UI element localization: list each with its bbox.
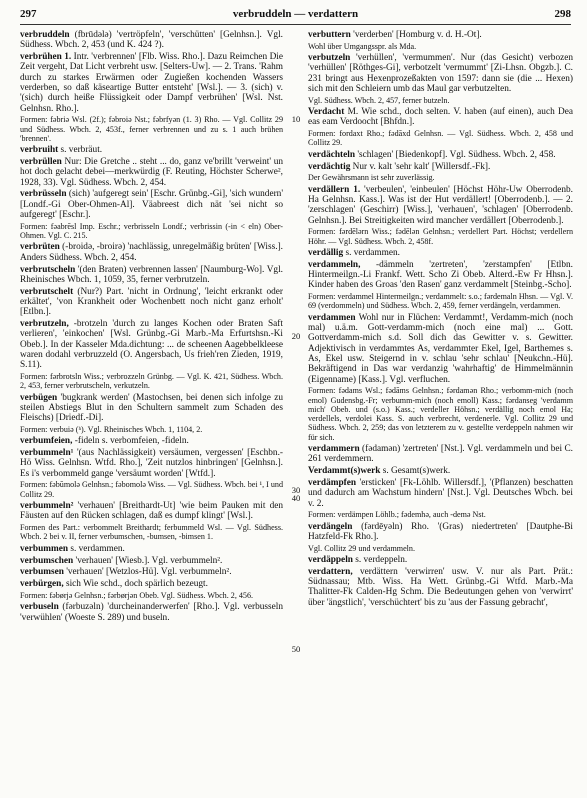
entry-text: sich Wie schd., doch spärlich bezeugt. (63, 579, 208, 590)
entry-note: Formen: fədams Wsl.; fədāms Gelnhsn.; fərdamən Rho.; verbomm-mich (noch emol) Gudensbg.-Fr; verbumm-mich (noch emoll) Kass.; fərdanseg 'verdamm mich' Obeb. und (s.o.) Kass.; verdeller Höhsn.; verdällig noch emol Ha; verdellels, verdolei Kass. S. auch verbrecht, verdenerle. Vgl. Collitz 29 und Südhess. Wbch. 2, 259; das von letzterem zu v. gestellte verdeppeln nahmen wir für sich. (308, 386, 573, 442)
entry-text: (sich) 'aufgeregt sein' [Eschr. Grünbg.-Gi], 'sich wundern' [Londf.-Gi Ober-Ohmen-Al]. Väabreest dich nät 'sei nicht so aufgeregt' [Eschr.]. (20, 189, 283, 221)
entry-note: Formen: fərbrotsln Wiss.; verbrozzeln Grünbg. — Vgl. K. 421, Südhess. Wbch. 2, 453, ferner verbrutscheln, verkutzeln. (20, 372, 283, 391)
headword: verbumschen (20, 555, 74, 566)
entry-text: s. verdeppeln. (352, 555, 408, 566)
entry-text: Nur: Die Gretche .. steht ... do, ganz ve'brillt 'verweint' un hot doch gelacht debei—merkwürdig (F. Reuting, Höchster Scherwe², 1928, 33). Vgl. Südhess. Wbch. 2, 454. (20, 157, 283, 188)
dictionary-entry (308, 466, 573, 476)
dictionary-entry (308, 478, 573, 509)
entry-text: 'verhauen' [Wiesb.]. Vgl. verbummeln². (73, 555, 223, 566)
headword: verbrüllen (20, 157, 62, 168)
headword: Verdacht (308, 107, 345, 118)
headword: verdattern, (308, 566, 353, 577)
entry-text: (fədamən) 'zertreten' [Nst.]. Vgl. verdammeln und bei C. 261 verdemmern. (308, 444, 573, 465)
headword: verbrühen 1. (20, 52, 72, 63)
headword: verbrüsseln (20, 189, 67, 200)
headword: verdäppeln (308, 555, 353, 566)
line-number: 40 (291, 493, 301, 503)
entry-text: 'ersticken' [Fk-Löhlb. Willersdf.], '(Pflanzen) beschatten und dadurch am Wachstum hindern' [Nst.]. Vgl. Deutsches Wbch. bei v. 2. (308, 477, 573, 509)
line-numbers (286, 30, 306, 792)
entry-note: Vgl. Südhess. Wbch. 2, 457, ferner butzeln. (308, 95, 450, 105)
dictionary-entry (20, 189, 283, 220)
dictionary-entry (20, 52, 283, 114)
entry-text: 'verbeulen', 'einbeulen' [Höchst Höhr-Uw Oberrodenb. Ha Gelnhsn. Kass.]. Was ist der Hut verdällert! [Oberrodenb.]. — 2. 'zerschlagen' (Geschirr) [Wiss.], 'verhauen', 'schlagen' [Oberrodenb. Gelnhsn.]. Bei Streitigkeiten wird mancher verdällert [Oberrodenb.]. (308, 184, 573, 226)
dictionary-entry (308, 53, 573, 94)
entry-text: -fideln s. verbomfeien, -fideln. (72, 436, 189, 447)
dictionary-entry (20, 242, 283, 263)
entry-note: Formen: fəbriə Wsl. (2f.); fəbroiə Nst.; fəbrfyən (1. 3) Rho. — Vgl. Collitz 29 und Südhess. Wbch. 2, 453f., ferner verbrennen und zu s. 1 auch brühen 'brennen'. (20, 115, 283, 143)
dictionary-entry (20, 436, 283, 446)
dictionary-entry (20, 319, 283, 370)
entry-text: (fbrūdələ) 'vertröpfeln', 'verschütten' [Gelnhsn.]. Vgl. Südhess. Wbch. 2, 453 (und K. 424 ?). (20, 30, 283, 51)
entry-text: s. verdammen. (343, 247, 400, 258)
line-number: 50 (291, 644, 301, 654)
entry-text: (fərdēyəln) Rho. '(Gras) niedertreten' [Dautphe-Bi Hatzfeld-Fk Rho.]. (308, 521, 573, 542)
entry-text: 'schlagen' [Biedenkopf]. Vgl. Südhess. Wbch. 2, 458. (355, 149, 556, 160)
headword: verdängeln (308, 521, 353, 532)
headword: verbrutschelt (20, 286, 74, 297)
entry-note: Formen: fordaxt Rho.; fədāxd Gelnhsn. — Vgl. Südhess. Wbch. 2, 458 und Collitz 29. (308, 129, 573, 148)
entry-text: s. Gesamt(s)werk. (380, 466, 451, 477)
page-header (20, 8, 571, 22)
page-number-left: 297 (20, 8, 37, 20)
entry-text: (fərbuzəln) 'durcheinanderwerfen' [Rho.]. Vgl. verbusseln 'verwühlen' (Woeste S. 289) und buseln. (20, 602, 283, 623)
headword: verdammeln, (308, 259, 361, 270)
entry-note: Formen: verdammel Hintermeilgn.; verdammelt: s.o.; fərdemaln Hhsn. — Vgl. V. 69 (verdommeln) und Südhess. Wbch. 2, 459, ferner verdängeln, verdammen. (308, 292, 573, 311)
entry-text: Intr. 'verbrennen' [Flb. Wiss. Rho.]. Dazu Reimchen Die Zeit vergeht, Dat Licht verbreht usw. [Selters-Uw]. — 2. Trans. 'Rahm durch zu starkes Erwärmen oder Zugießen kochenden Wassers verderben, so daß käseartige Butter entsteht' [Wsl.]. — 3. (sich) v. '(sich) durch heiße Flüssigkeit oder Dampf verbrühen' [Wsl. Nst. Gelnhsn. Rho.]. (20, 52, 283, 114)
entry-text: M. Wie schd., doch selten. V. haben (auf einen), auch Dea eas eam Verdoocht [Bhfdn.]. (308, 107, 573, 128)
headword: verbrutzeln, (20, 319, 69, 330)
headword: verdämpfen (308, 477, 357, 488)
entry-text: 'verhauen' [Breithardt-Ut] 'wie beim Pauken mit den Fäusten auf den Rücken schlagen, daß es dumpf klingt' [Wsl.]. (20, 501, 283, 522)
entry-note: Formen: fəbūmolə Gelnhsn.; fəbomolə Wiss. — Vgl. Südhess. Wbch. bei ¹, I und Collitz 29. (20, 480, 283, 499)
line-number: 10 (291, 114, 301, 124)
headword: verbummeln² (20, 501, 74, 512)
entry-text: verdättern 'verwirren' usw. V. nur als Part. Prät.: Südnassau; Mtb. Wiss. Ha Wett. Grünbg.-Gi Wtfd. Marb.-Ma Thalitter-Fk Calden-Hg Schm. Die Bedeutungen gehen von 'verwirrt' über 'ängstlich', 'verschüchtert' bis zu 'aus der Fassung gebracht', (308, 566, 573, 608)
line-number: 20 (291, 331, 301, 341)
dictionary-entry (308, 260, 573, 291)
dictionary-entry (308, 30, 573, 40)
entry-note: Formen: verbuiə (ʰ). Vgl. Rheinisches Wbch. 1, 1104, 2. (20, 424, 203, 434)
dictionary-entry (308, 522, 573, 543)
dictionary-entry (308, 162, 573, 172)
entry-text: Nur v. kalt 'sehr kalt' [Willersdf.-Fk]. (350, 161, 491, 172)
headword: verbumsen (20, 567, 64, 578)
entry-note: Formen: fəabrēsl Imp. Eschr.; verbrisseln Londf.; verbrissin (-in < eln) Ober-Ohmen. Vgl. C. 215. (20, 221, 283, 241)
dictionary-entry (20, 556, 283, 566)
headword: verbrutscheln (20, 264, 76, 275)
dictionary-entry (20, 30, 283, 51)
dictionary-entry (308, 150, 573, 160)
dictionary-entry (20, 145, 283, 155)
entry-text: 'bugkrank werden' (Mastochsen, bei denen sich infolge zu steilen Abstiegs Blut in den Schultern sammelt zum Schaden des Fleischs) [Driedf.-Di]. (20, 392, 283, 424)
dictionary-entry (20, 393, 283, 424)
headword: verbutzeln (308, 53, 351, 64)
entry-text: 'verhüllen', 'vermummen'. Nur (das Gesicht) verbozen 'verhüllen' [Röthges-Gi], verbotzelt 'vermummt' [Zi-Lhsn. Obgzb.]. C. 231 bringt aus Hexenprozeßakten von 1597: dann sie (die ... Hexen) sich mit den Schleiern umb das Maul gar verbutzelten. (308, 53, 573, 94)
dictionary-entry (308, 313, 573, 385)
dictionary-entry (20, 567, 283, 577)
entry-text: Wohl nur in Flüchen: Verdammt!, Verdamm-mich (noch mal) u.ä.m. Gott-verdamm-mich (noch eine mal) ... Gott. Gottverdamm-mich s.d. Soll dich das Gewitter v. s. Gewitter. Adjektivisch in verdammtes As, verdammter Ekel, Igel, Barthemes s. As, Ekel usw. Steigernd in v. schlau 'sehr schlau' [Neukchn.-Hü]. Bekräftigend in Das war verdanzig 'wahrhaftig' de Himmelmännin (Eigenname) [Kass.]. Vgl. verfluchen. (308, 312, 573, 385)
headword: verbürgen, (20, 579, 64, 590)
entry-text: -dämmeln 'zertreten', 'zerstampfen' [Etlbn. Hintermeilgn.-Li Frankf. Wett. Scho Zi Obeb. Alterd.-Ew Fr Hhsn.]. Kinder haben des Groas 'den Rasen' ganz verdammelt [Steinbg.-Scho]. (308, 259, 573, 291)
running-title: verbruddeln — verdattern (232, 8, 359, 20)
headword: verdächtig (308, 161, 351, 172)
entry-note: Formen: fərdēlərn Wiss.; fədēlən Gelnhsn.; verdellert Part. Höchst; verdellern Höhr. — Vgl. Südhess. Wbch. 2, 458f. (308, 227, 573, 246)
entry-text: '(den Braten) verbrennen lassen' [Naumburg-Wo]. Vgl. Rheinisches Wbch. 1, 1059, 35, ferner verbrutzeln. (20, 264, 283, 285)
dictionary-entry (308, 107, 573, 128)
entry-text: s. verbräut. (58, 145, 103, 156)
right-column (308, 30, 573, 792)
dictionary-entry (20, 501, 283, 522)
dictionary-entry (20, 579, 283, 589)
headword: Verdammt(s)werk (308, 466, 381, 477)
dictionary-entry (20, 265, 283, 286)
headword: verbumfeien, (20, 436, 73, 447)
entry-note: Formen des Part.: verbommelt Breithardt; ferbummeld Wsl. — Vgl. Südhess. Wbch. 2 bei v. II, ferner verbumschen, -bumsen, -bimsen 1. (20, 523, 283, 542)
headword: verbrüten (20, 242, 60, 253)
entry-text: '(aus Nachlässigkeit) versäumen, vergessen' [Eschbn.-Hö Wiss. Gelnhsn. Wtfd. Rho.], 'Zeit nutzlos hinbringen' [Gelnhsn.]. Es i's verbommeld gange 'versäumt worden' [Wtfd.]. (20, 448, 283, 479)
left-column (20, 30, 283, 792)
line-number: 30 (291, 485, 301, 495)
headword: verbuttern (308, 30, 351, 40)
headword: verdammen (308, 312, 356, 323)
headword: verbruiht (20, 145, 59, 156)
entry-note: Vgl. Collitz 29 und verdammeln. (308, 543, 416, 553)
dictionary-entry (308, 555, 573, 565)
entry-text: (Nur?) Part. 'nicht in Ordnung', 'leicht erkrankt oder erkältet', 'von Krankheit oder Wochenbett noch nicht ganz erholt' [Etlbn.]. (20, 286, 283, 318)
dictionary-entry (308, 567, 573, 608)
headword: verbummeln¹ (20, 448, 74, 459)
headword: verbügen (20, 392, 58, 403)
headword: verbruddeln (20, 30, 70, 40)
page-number-right: 298 (554, 8, 571, 20)
entry-text: -brotzeln 'durch zu langes Kochen oder Braten Saft verlieren', 'einkochen' [Wsl. Grünbg.-Gi Marb.-Ma Erfurtshsn.-Ki Obeb.]. In der Kasseler Mda.dichtung: ... de scheenen Aagebbelkleese waren dodahl verbruzzeld (O. Angersbach, Us frieh'ren Zieden, 1919, S.11). (20, 319, 283, 371)
headword: verdammern (308, 444, 360, 455)
headword: verbummen (20, 543, 69, 554)
dictionary-entry (308, 248, 573, 258)
dictionary-entry (20, 287, 283, 318)
dictionary-entry (308, 444, 573, 465)
entry-note: Formen: fəbørjə Gelnhsn.; fərbørjən Obeb. Vgl. Südhess. Wbch. 2, 456. (20, 590, 254, 600)
dictionary-entry (20, 602, 283, 623)
header-rule (20, 24, 571, 25)
headword: verdällig (308, 247, 344, 258)
entry-note: Der Gewährsmann ist sehr zuverlässig. (308, 173, 435, 183)
dictionary-entry (308, 185, 573, 226)
dictionary-entry (20, 544, 283, 554)
entry-text: s. verdammen. (68, 543, 125, 554)
headword: verbuseln (20, 602, 59, 613)
entry-note: Formen: verdämpen Löhlb.; fədemhə, auch -demə Nst. (308, 510, 486, 520)
dictionary-entry (20, 157, 283, 188)
headword: verdächteln (308, 149, 355, 160)
dictionary-entry (20, 448, 283, 479)
entry-text: 'verhauen' [Wetzlos-Hü]. Vgl. verbummeln². (63, 567, 232, 578)
entry-text: 'verderben' [Homburg v. d. H.-Ot]. (350, 30, 482, 40)
entry-note: Wohl über Umgangsspr. als Mda. (308, 41, 417, 51)
headword: verdällern 1. (308, 184, 361, 195)
entry-text: (-broidə, -broirə) 'nachlässig, unregelmäßig brüten' [Wiss.]. Anders Südhess. Wbch. 2, 454. (20, 242, 283, 263)
